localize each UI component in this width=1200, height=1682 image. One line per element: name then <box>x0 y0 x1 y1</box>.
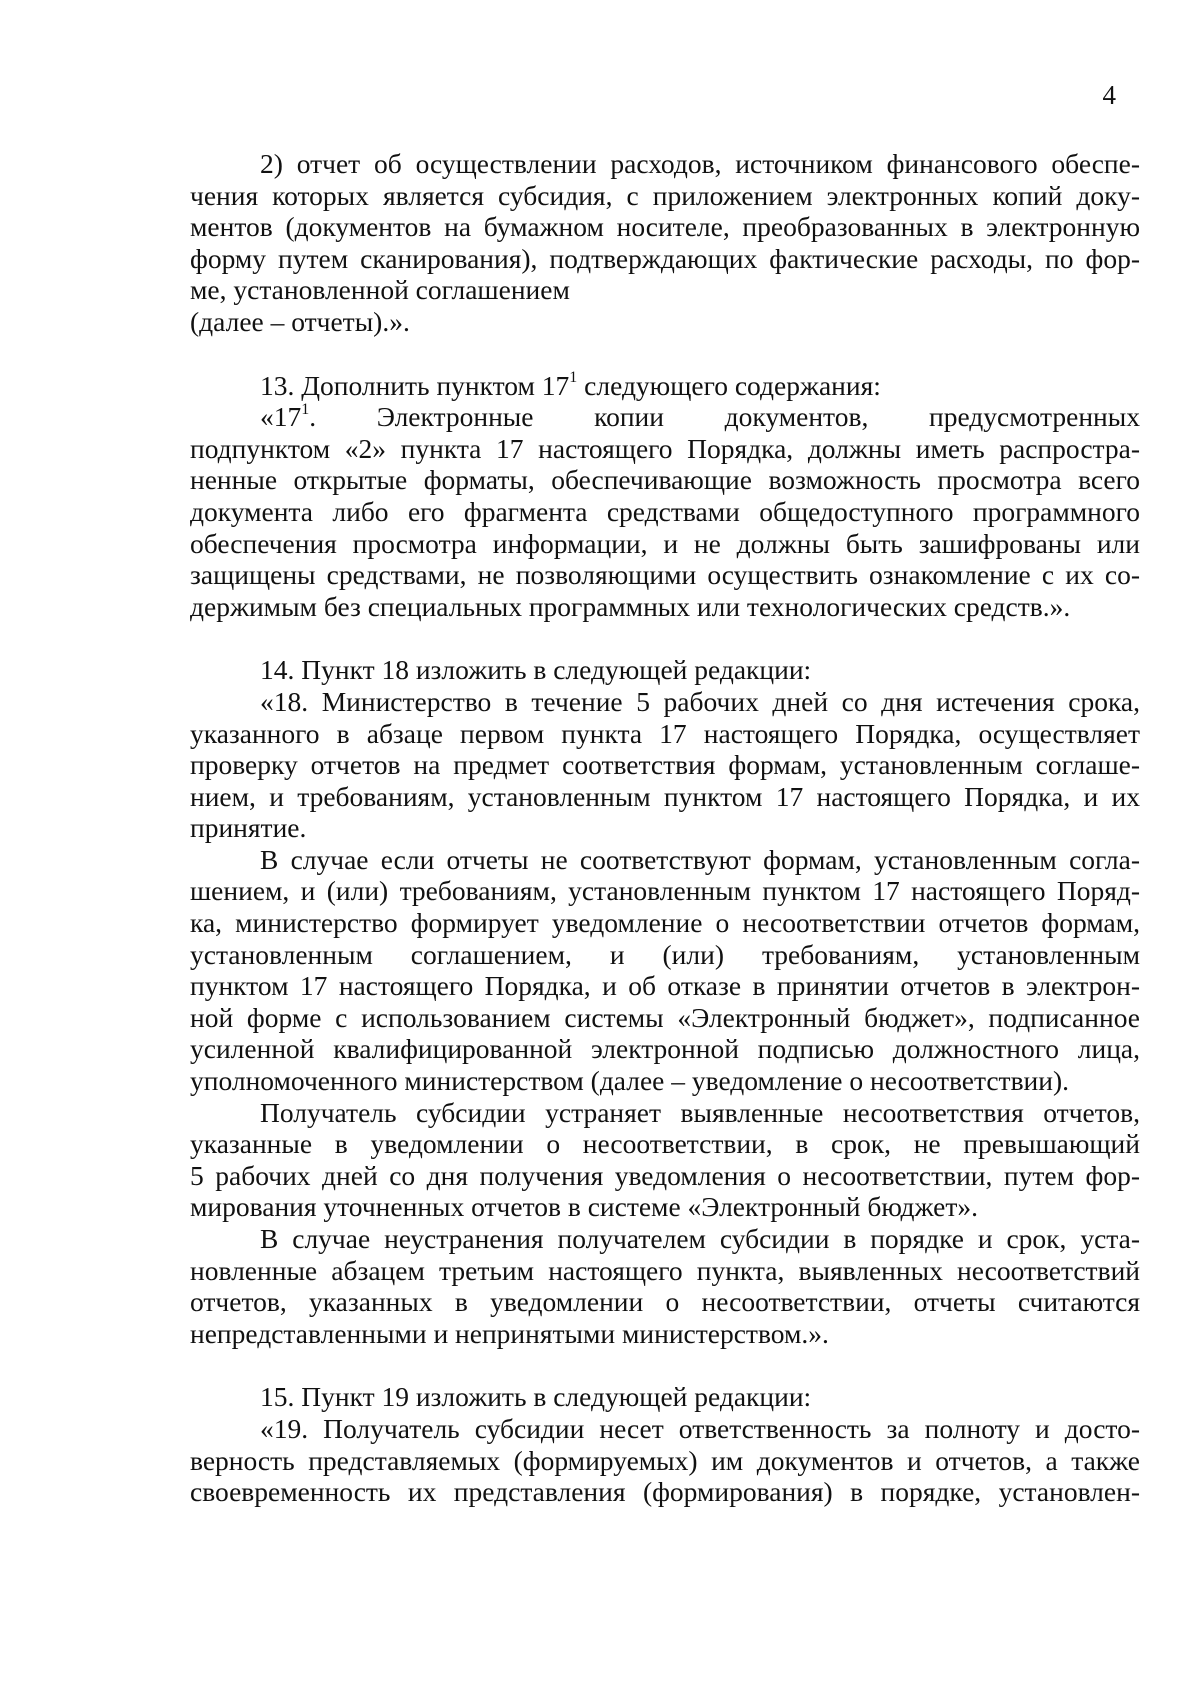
text-line-main: шением, и (или) требованиям, установленным пунктом 17 настоящего Поряд- <box>190 875 1140 907</box>
text-line-main: непредставленными и непринятыми министерством.». <box>190 1317 829 1349</box>
text-line-main: «17 <box>260 401 302 433</box>
text-line-main: верность представляемых (формируемых) им документов и отчетов, а также <box>190 1444 1140 1476</box>
text-line <box>190 591 1140 623</box>
text-line <box>190 243 1140 275</box>
text-line <box>190 1223 1140 1255</box>
text-line <box>190 812 1140 844</box>
text-line-main: чения которых является субсидия, с приложением электронных копий доку- <box>190 179 1140 211</box>
text-line-main: подпунктом «2» пункта 17 настоящего Порядка, должны иметь распростра- <box>190 432 1140 464</box>
text-line <box>190 654 1140 686</box>
text-line-main: документа либо его фрагмента средствами общедоступного программного <box>190 495 1140 527</box>
text-line-main: 13. Дополнить пунктом 17 <box>260 369 570 401</box>
text-line-main: пунктом 17 настоящего Порядка, и об отказе в принятии отчетов в электрон- <box>190 970 1140 1002</box>
text-line-main: Получатель субсидии устраняет выявленные несоответствия отчетов, <box>260 1096 1140 1128</box>
text-line-rest: следующего содержания: <box>577 369 881 401</box>
text-line-main: «18. Министерство в течение 5 рабочих дней со дня истечения срока, <box>260 685 1140 717</box>
text-line-main: В случае если отчеты не соответствуют формам, установленным согла- <box>260 843 1140 875</box>
text-line <box>190 528 1140 560</box>
text-line-main: держимым без специальных программных или технологических средств.». <box>190 590 1071 622</box>
text-line <box>190 1318 1140 1350</box>
text-line-main: обеспечения просмотра информации, и не должны быть зашифрованы или <box>190 527 1140 559</box>
text-line <box>190 1033 1140 1065</box>
text-line-main: установленным соглашением, и (или) требованиям, установленным <box>190 938 1140 970</box>
text-line <box>190 559 1140 591</box>
text-line <box>190 211 1140 243</box>
text-line <box>190 1286 1140 1318</box>
paragraph-gap <box>190 622 1140 654</box>
text-line-main: 14. Пункт 18 изложить в следующей редакции: <box>260 654 812 686</box>
text-line-main: «19. Получатель субсидии несет ответственность за полноту и досто- <box>260 1412 1140 1444</box>
text-line-main: ка, министерство формирует уведомление о несоответствии отчетов формам, <box>190 907 1140 939</box>
text-line-rest: . Электронные копии документов, предусмотренных <box>309 401 1140 433</box>
text-line-main: нием, и требованиям, установленным пунктом 17 настоящего Порядка, и их <box>190 780 1140 812</box>
text-line <box>190 401 1140 433</box>
text-line <box>190 464 1140 496</box>
text-line-main: ненные открытые форматы, обеспечивающие возможность просмотра всего <box>190 464 1140 496</box>
text-line <box>190 907 1140 939</box>
paragraph-gap <box>190 338 1140 370</box>
text-line-main: указанные в уведомлении о несоответствии, в срок, не превышающий <box>190 1128 1140 1160</box>
text-line-main: указанного в абзаце первом пункта 17 настоящего Порядка, осуществляет <box>190 717 1140 749</box>
document-body <box>190 148 1140 1508</box>
text-line <box>190 718 1140 750</box>
text-line <box>190 274 1140 306</box>
text-line-main: ме, установленной соглашением <box>190 274 570 306</box>
text-line-main: усиленной квалифицированной электронной подписью должностного лица, <box>190 1033 1140 1065</box>
text-line <box>190 1413 1140 1445</box>
text-line-main: принятие. <box>190 812 307 844</box>
text-line <box>190 306 1140 338</box>
text-line <box>190 1002 1140 1034</box>
text-line <box>190 1476 1140 1508</box>
text-line <box>190 1445 1140 1477</box>
text-line-main: проверку отчетов на предмет соответствия формам, установленным соглаше- <box>190 749 1140 781</box>
text-line <box>190 749 1140 781</box>
text-line <box>190 844 1140 876</box>
text-line-main: 15. Пункт 19 изложить в следующей редакции: <box>260 1381 812 1413</box>
text-line-main: 2) отчет об осуществлении расходов, источником финансового обеспе- <box>260 148 1140 179</box>
text-line-main: В случае неустранения получателем субсидии в порядке и срок, уста- <box>260 1223 1140 1254</box>
text-line-main: ментов (документов на бумажном носителе, преобразованных в электронную <box>190 211 1140 243</box>
text-line <box>190 1128 1140 1160</box>
superscript: 1 <box>569 369 578 387</box>
text-line-main: (далее – отчеты).». <box>190 305 410 337</box>
text-line <box>190 1065 1140 1097</box>
text-line <box>190 433 1140 465</box>
text-line <box>190 875 1140 907</box>
text-line <box>190 686 1140 718</box>
text-line-main: уполномоченного министерством (далее – уведомление о несоответствии). <box>190 1065 1070 1097</box>
text-line <box>190 1381 1140 1413</box>
text-line <box>190 939 1140 971</box>
text-line <box>190 1191 1140 1223</box>
text-line <box>190 180 1140 212</box>
text-line-main: защищены средствами, не позволяющими осуществить ознакомление с их со- <box>190 559 1140 591</box>
text-line <box>190 1255 1140 1287</box>
text-line <box>190 496 1140 528</box>
superscript: 1 <box>301 401 310 418</box>
text-line-main: отчетов, указанных в уведомлении о несоответствии, отчеты считаются <box>190 1286 1140 1318</box>
page-number: 4 <box>1102 80 1116 110</box>
text-line <box>190 970 1140 1002</box>
text-line-main: новленные абзацем третьим настоящего пункта, выявленных несоответствий <box>190 1254 1140 1286</box>
paragraph-gap <box>190 1349 1140 1381</box>
text-line-main: 5 рабочих дней со дня получения уведомления о несоответствии, путем фор- <box>190 1159 1140 1191</box>
text-line <box>190 370 1140 402</box>
text-line <box>190 1160 1140 1192</box>
text-line <box>190 781 1140 813</box>
text-line <box>190 1097 1140 1129</box>
text-line-main: форму путем сканирования), подтверждающих фактические расходы, по фор- <box>190 242 1140 274</box>
text-line-main: мирования уточненных отчетов в системе «Электронный бюджет». <box>190 1191 978 1223</box>
text-line-main: ной форме с использованием системы «Электронный бюджет», подписанное <box>190 1001 1140 1033</box>
text-line-main: своевременность их представления (формирования) в порядке, установлен- <box>190 1476 1140 1508</box>
text-line <box>190 148 1140 180</box>
